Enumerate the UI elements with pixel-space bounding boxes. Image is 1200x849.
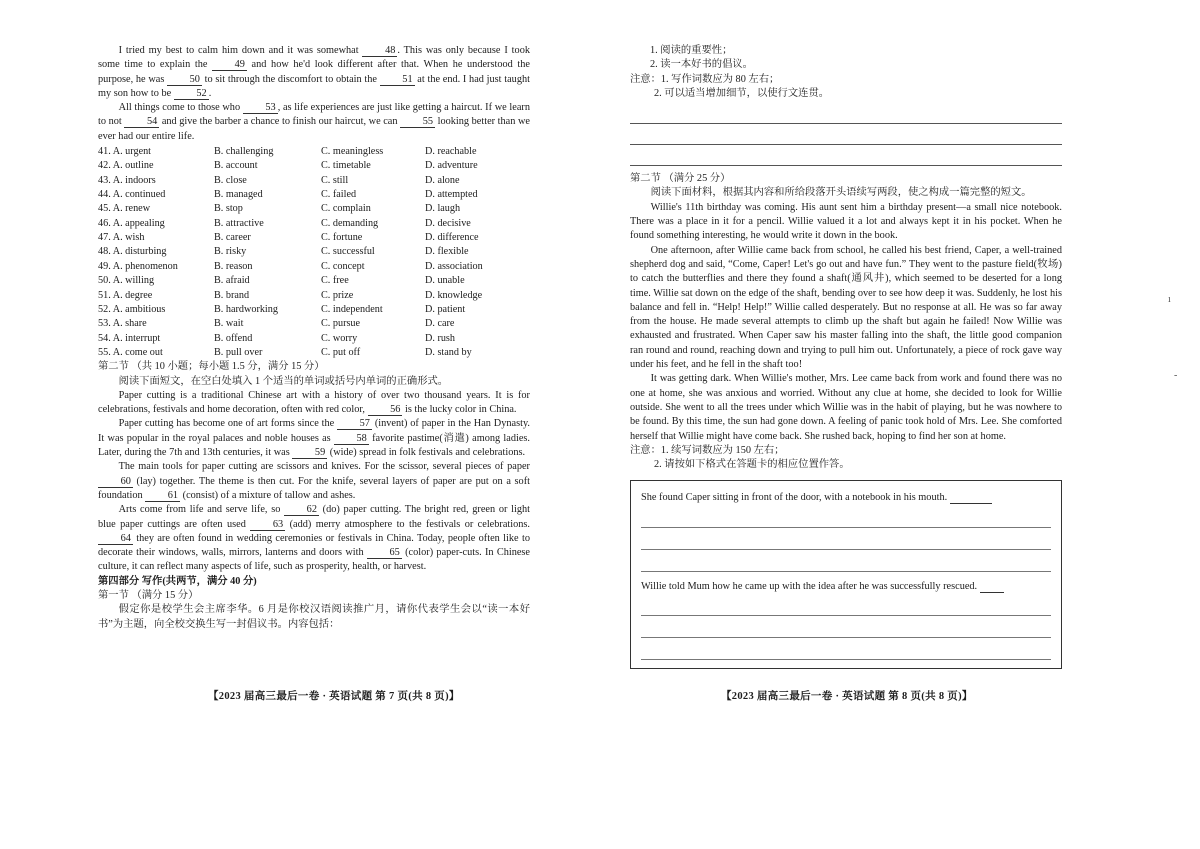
option-cell: D. laugh — [425, 203, 461, 215]
answer-line — [641, 506, 1051, 528]
option-row — [98, 174, 530, 188]
option-cell: 44. A. continued — [98, 189, 166, 201]
note-1a: 注意：1. 写作词数应为 80 左右； — [630, 73, 780, 85]
option-cell: C. complain — [321, 203, 371, 215]
option-cell: B. wait — [214, 318, 244, 330]
option-row — [98, 159, 530, 173]
option-cell: D. unable — [425, 275, 465, 287]
option-cell: D. patient — [425, 303, 466, 315]
story-paragraph-1: Willie's 11th birthday was coming. His aunt sent him a birthday present—a small nice notebook. There was a place in it for a pencil. Willie valued it a lot and always kept it in his pocket. When he found something interesting, he would write it down in the book. — [630, 201, 1062, 242]
option-cell: D. stand by — [425, 346, 472, 358]
answer-line — [630, 124, 1062, 145]
option-cell: C. fortune — [321, 232, 363, 244]
answer-blank: 48 — [362, 45, 397, 57]
section2-title: 第二节 （共 10 小题；每小题 1.5 分，满分 15 分） — [98, 361, 325, 373]
option-cell: C. prize — [321, 289, 354, 301]
option-cell: 53. A. share — [98, 318, 147, 330]
cloze-paragraph-2: All things come to those who 53 , as life experiences are just like getting a haircut. If we learn to not 54 and give the barber a chance to finish our haircut, we can 55 looking better than we ever had our entire life. — [98, 102, 530, 142]
margin-mark: ‑ — [1174, 370, 1178, 381]
options-table — [98, 145, 530, 360]
answer-blank: 49 — [212, 59, 247, 71]
option-cell: B. risky — [214, 246, 247, 258]
answer-blank: 56 — [368, 404, 403, 416]
option-cell: D. care — [425, 318, 455, 330]
option-cell: D. difference — [425, 232, 479, 244]
option-cell: B. afraid — [214, 275, 250, 287]
content-item-1: 1. 阅读的重要性； — [650, 45, 733, 56]
answer-blank: 63 — [250, 519, 285, 531]
answer-blank: 55 — [400, 116, 435, 128]
writing-section1-title: 第一节 （满分 15 分） — [98, 589, 199, 601]
option-cell: C. independent — [321, 303, 383, 315]
option-cell: B. career — [214, 232, 251, 244]
answer-blank: 53 — [243, 102, 278, 114]
grammar-paragraph-2: Paper cutting has become one of art forms since the 57 (invent) of paper in the Han Dynasty. It was popular in the royal palaces and noble houses as 58 favorite pastime(消遣) among ladies. Later, during the 7th and 13th centuries, it was 59 (wide) spread in folk festivals and celebrations. — [98, 418, 530, 459]
option-cell: C. concept — [321, 260, 365, 272]
page-7-footer: 【2023 届高三最后一卷 · 英语试题 第 7 页(共 8 页)】 — [208, 691, 460, 702]
continuation-section-title: 第二节 （满分 25 分） — [630, 173, 731, 185]
option-cell: 54. A. interrupt — [98, 332, 161, 344]
option-cell: B. hardworking — [214, 303, 278, 315]
continuation-answer-box — [630, 480, 1062, 669]
answer-blank: 58 — [334, 433, 369, 445]
option-cell: B. close — [214, 174, 247, 186]
option-row — [98, 145, 530, 159]
continuation-instructions: 阅读下面材料，根据其内容和所给段落开头语续写两段，使之构成一篇完整的短文。 — [650, 187, 1032, 199]
grammar-paragraph-1: Paper cutting is a traditional Chinese art with a history of over two thousand years. It is for celebrations, festivals and home decoration, often with red color, 56 is the lucky color in China. — [98, 389, 530, 416]
answer-line — [641, 528, 1051, 550]
option-row — [98, 317, 530, 331]
option-cell: 55. A. come out — [98, 346, 163, 358]
option-row — [98, 231, 530, 245]
option-cell: D. adventure — [425, 160, 478, 172]
option-row — [98, 289, 530, 303]
option-cell: C. free — [321, 275, 349, 287]
option-cell: 47. A. wish — [98, 232, 145, 244]
option-cell: C. pursue — [321, 318, 361, 330]
part4-title: 第四部分 写作(共两节，满分 40 分) — [98, 575, 257, 587]
box-opening-sentence-1: She found Caper sitting in front of the door, with a notebook in his mouth. — [641, 481, 1051, 505]
option-cell: C. successful — [321, 246, 375, 258]
answer-blank: 60 — [98, 476, 133, 488]
answer-blank: 50 — [167, 74, 202, 86]
answer-line — [641, 594, 1051, 616]
section2-instructions: 阅读下面短文，在空白处填入 1 个适当的单词或括号内单词的正确形式。 — [118, 375, 449, 387]
option-row — [98, 346, 530, 360]
option-cell: 41. A. urgent — [98, 146, 152, 158]
answer-blank: 62 — [284, 504, 319, 516]
option-cell: B. challenging — [214, 146, 274, 158]
option-row — [98, 188, 530, 202]
answer-blank: 64 — [98, 533, 133, 545]
option-row — [98, 217, 530, 231]
answer-blank: 65 — [367, 547, 402, 559]
option-row — [98, 303, 530, 317]
right-page — [630, 44, 1062, 669]
left-page — [98, 44, 530, 632]
option-cell: D. decisive — [425, 217, 471, 229]
option-cell: D. rush — [425, 332, 455, 344]
grammar-paragraph-3: The main tools for paper cutting are scissors and knives. For the scissor, several pieces of paper 60 (lay) together. The theme is then cut. For the knife, several layers of paper are put on a soft foundation 61 (consist) of a mixture of tallow and ashes. — [98, 461, 530, 501]
answer-line — [630, 145, 1062, 166]
option-cell: 42. A. outline — [98, 160, 154, 172]
option-cell: B. account — [214, 160, 258, 172]
story-paragraph-3: It was getting dark. When Willie's mother, Mrs. Lee came back from work and found there was no one at home, she was anxious and worried. Without any clue at home, she decided to look for Willie outside. She went to all the trees under which Willie was in the habit of playing, but he was nowhere to be found. By this time, the sun had gone down. A feeling of panic took hold of Mrs. Lee. She comforted herself that Willie might have come back. She rushed back, hoping to find her son at home. — [630, 373, 1062, 442]
option-row — [98, 245, 530, 259]
option-row — [98, 260, 530, 274]
box-opening-sentence-2: Willie told Mum how he came up with the idea after he was successfully rescued. — [641, 572, 1051, 594]
option-cell: D. flexible — [425, 246, 469, 258]
option-cell: C. meaningless — [321, 146, 384, 158]
option-cell: C. demanding — [321, 217, 379, 229]
option-cell: D. attempted — [425, 189, 478, 201]
option-cell: 51. A. degree — [98, 289, 153, 301]
option-cell: D. alone — [425, 174, 460, 186]
option-cell: B. attractive — [214, 217, 264, 229]
answer-blank: 59 — [292, 447, 327, 459]
option-cell: D. knowledge — [425, 289, 483, 301]
answer-blank: 54 — [124, 116, 159, 128]
grammar-paragraph-4: Arts come from life and serve life, so 62 (do) paper cutting. The bright red, green or light blue paper cuttings are often used 63 (add) merry atmosphere to the festivals or celebrations. 64 they are often found in wedding ceremonies or festivals in China. Today, people often like to decorate their windows, walls, mirrors, lanterns and doors with 65 (color) paper-cuts. In Chinese culture, it can reflect many aspects of life, such as prosperity, health, or harvest. — [98, 504, 531, 573]
option-row — [98, 274, 530, 288]
option-cell: 46. A. appealing — [98, 217, 165, 229]
option-cell: 45. A. renew — [98, 203, 151, 215]
answer-line — [641, 616, 1051, 638]
margin-mark: ı — [1168, 294, 1171, 305]
option-cell: 50. A. willing — [98, 275, 155, 287]
option-cell: C. timetable — [321, 160, 371, 172]
answer-blank: 61 — [145, 490, 180, 502]
option-cell: 49. A. phenomenon — [98, 260, 178, 272]
option-cell: C. still — [321, 174, 349, 186]
answer-line — [641, 550, 1051, 572]
option-cell: 48. A. disturbing — [98, 246, 167, 258]
cloze-paragraph-1: I tried my best to calm him down and it was somewhat 48 . This was only because I took some time to explain the 49 and how he'd look different after that. When he understood the purpose, he was 50 to sit through the discomfort to obtain the 51 at the end. I had just taught my son how to be 52 . — [98, 45, 530, 99]
option-cell: B. offend — [214, 332, 253, 344]
answer-lines — [630, 103, 1062, 166]
note-2a: 注意：1. 续写词数应为 150 左右； — [630, 444, 785, 456]
answer-blank: 51 — [380, 74, 415, 86]
option-cell: 43. A. indoors — [98, 174, 156, 186]
option-cell: B. managed — [214, 189, 263, 201]
answer-line — [641, 638, 1051, 660]
option-cell: B. reason — [214, 260, 253, 272]
option-cell: B. pull over — [214, 346, 263, 358]
option-cell: 52. A. ambitious — [98, 303, 166, 315]
answer-blank: 57 — [337, 418, 372, 430]
page-8-footer: 【2023 届高三最后一卷 · 英语试题 第 8 页(共 8 页)】 — [721, 691, 973, 702]
answer-blank: 52 — [174, 88, 209, 100]
story-paragraph-2: One afternoon, after Willie came back from school, he called his best friend, Caper, a well-trained shepherd dog and said, “Come, Caper! Let's go out and have fun.” They went to the pasture field(牧场) to catch the butterflies and there they found a shaft(通风井), which seemed to be deserted for a long time. Willie sat down on the edge of the shaft, bending over to see how deep it was. Suddenly, he lost his balance and fell in. “Help! Help!” Willie called desperately. But no response at all. He was so far away from the house. He made several attempts to climb up the shaft but again he failed! Now Willie was exhausted and frustrated. When Caper saw his master falling into the shaft, the little good companion ran round and round, reaching down and trying to pull him out. Unfortunately, a piece of rock gave way under his feet, and he fell in the shaft too! — [630, 244, 1062, 371]
note-1b: 2. 可以适当增加细节，以使行文连贯。 — [654, 87, 830, 99]
note-2b: 2. 请按如下格式在答题卡的相应位置作答。 — [654, 459, 850, 471]
option-row — [98, 332, 530, 346]
content-item-2: 2. 读一本好书的倡议。 — [650, 59, 753, 71]
option-cell: C. failed — [321, 189, 357, 201]
option-cell: C. worry — [321, 332, 358, 344]
option-cell: D. reachable — [425, 146, 477, 158]
option-cell: B. brand — [214, 289, 250, 301]
answer-line — [630, 103, 1062, 124]
writing-section1-prompt: 假定你是校学生会主席李华。6 月是你校汉语阅读推广月，请你代表学生会以“读一本好书”为主题，向全校交换生写一封倡议书。内容包括： — [98, 604, 530, 630]
option-row — [98, 202, 530, 216]
option-cell: D. association — [425, 260, 483, 272]
box-bottom-padding — [641, 660, 1051, 668]
option-cell: C. put off — [321, 346, 361, 358]
option-cell: B. stop — [214, 203, 243, 215]
